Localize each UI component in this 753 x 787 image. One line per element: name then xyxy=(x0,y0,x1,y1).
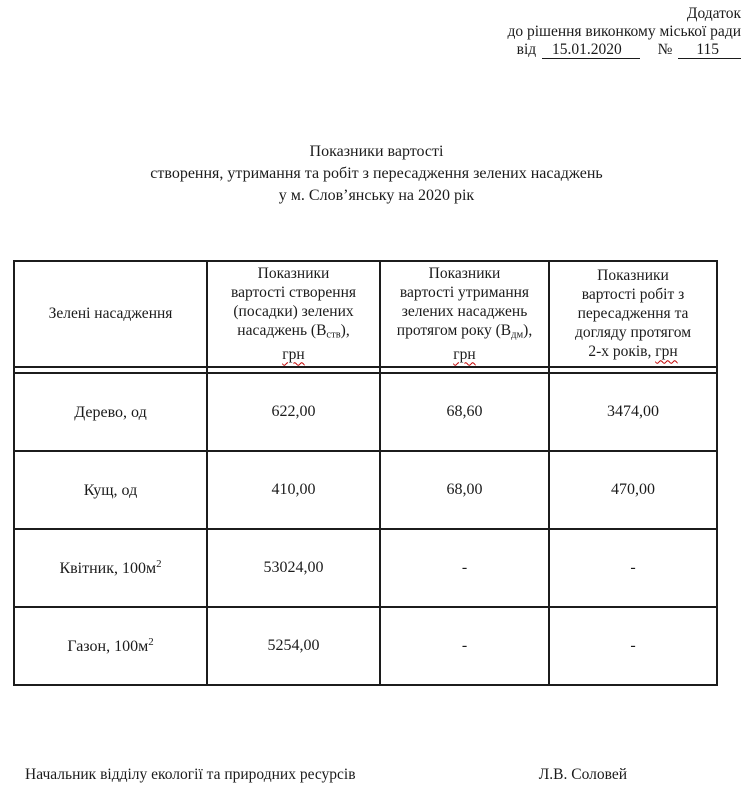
table-row-flowerbed xyxy=(14,529,717,607)
table-row-lawn xyxy=(14,607,717,685)
appendix-block xyxy=(0,0,753,59)
official-position: Начальник відділу екології та природних ресурсів xyxy=(25,765,356,783)
cell-value: 68,00 xyxy=(380,451,549,529)
appendix-line-2: до рішення виконкому міської ради xyxy=(507,23,741,40)
cell-value: 470,00 xyxy=(549,451,717,529)
table-row-bush xyxy=(14,451,717,529)
row-label: Газон, $100м^2$ xyxy=(14,607,207,685)
cell-value: 53024,00 xyxy=(207,529,380,607)
header-green-plantings: Зелені насадження xyxy=(14,261,207,367)
decision-date: 15.01.2020 xyxy=(542,42,640,59)
cost-indicators-table xyxy=(13,260,718,686)
cell-value: 5254,00 xyxy=(207,607,380,685)
cell-value: - xyxy=(380,607,549,685)
currency-unit: грн xyxy=(453,345,476,363)
currency-unit: грн xyxy=(282,345,305,363)
cell-value: 622,00 xyxy=(207,373,380,451)
row-label: Дерево, од xyxy=(14,373,207,451)
signature-line xyxy=(0,766,753,784)
cell-value: - xyxy=(380,529,549,607)
appendix-line-1: Додаток xyxy=(686,5,741,22)
header-creation-cost: Показники вартості створення (посадки) зелених насаджень $(В_{ств})$, грн xyxy=(207,261,380,367)
cell-value: 410,00 xyxy=(207,451,380,529)
decision-number: 115 xyxy=(678,42,741,59)
cell-value: - xyxy=(549,607,717,685)
document-title xyxy=(0,141,753,207)
formula-subscript: ств xyxy=(326,329,341,341)
title-line-1: Показники вартості xyxy=(309,143,444,160)
table-row-tree xyxy=(14,373,717,451)
table-header-row xyxy=(14,261,717,367)
header-maintenance-cost: Показники вартості утримання зелених насаджень протягом року $(В_{дм})$, грн xyxy=(380,261,549,367)
official-name: Л.В. Соловей xyxy=(538,765,627,783)
row-label: Квітник, $100м^2$ xyxy=(14,529,207,607)
formula-subscript: дм xyxy=(511,329,524,341)
header-replanting-cost: Показники вартості робіт з пересадження та догляду протягом 2-х років, грн xyxy=(549,261,717,367)
number-sign: № xyxy=(657,41,673,58)
appendix-line-3 xyxy=(0,41,741,59)
from-label: від xyxy=(516,41,537,58)
currency-unit: грн xyxy=(655,343,678,361)
row-label: Кущ, од xyxy=(14,451,207,529)
cell-value: 3474,00 xyxy=(549,373,717,451)
cell-value: 68,60 xyxy=(380,373,549,451)
title-line-2: створення, утримання та робіт з пересадження зелених насаджень xyxy=(150,165,603,182)
cell-value: - xyxy=(549,529,717,607)
title-line-3: у м. Слов’янську на 2020 рік xyxy=(278,187,475,204)
